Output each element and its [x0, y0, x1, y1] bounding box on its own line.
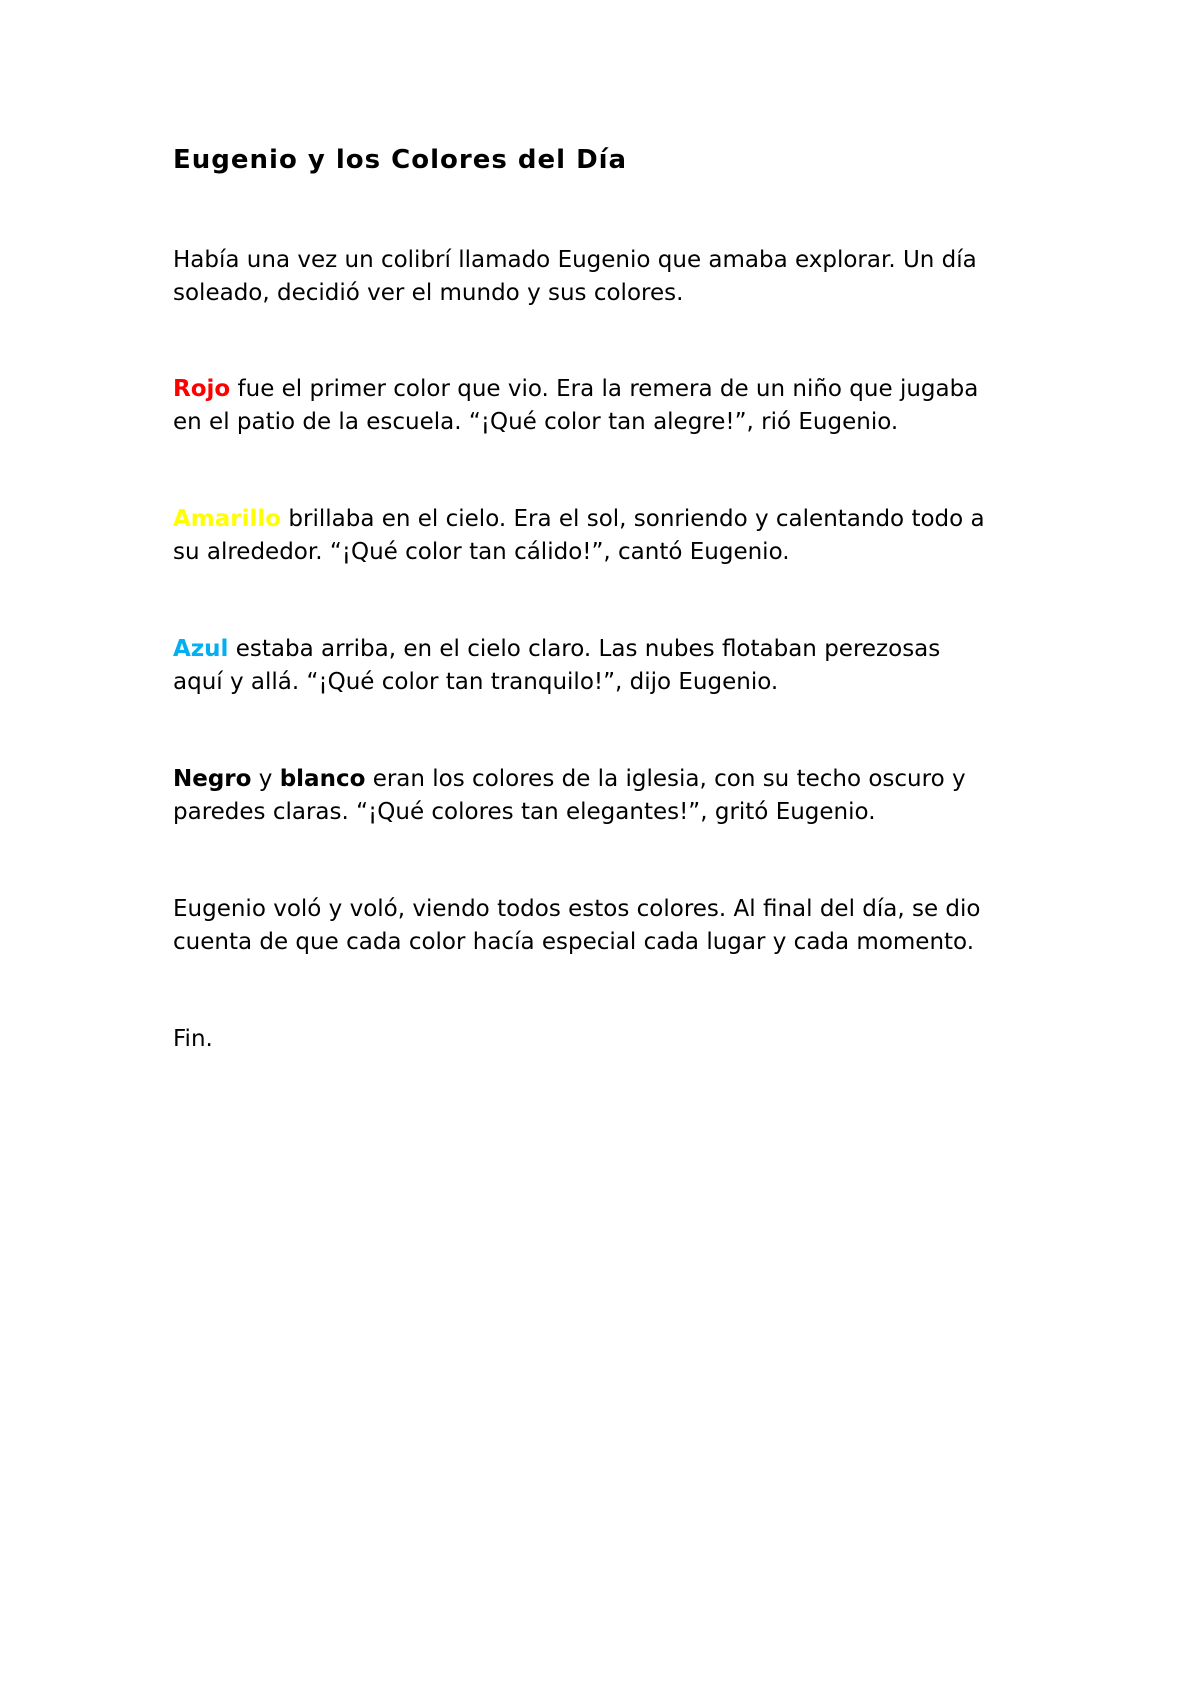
keyword-rojo: Rojo	[173, 376, 231, 402]
paragraph-intro	[173, 244, 1053, 309]
paragraph-line: Eugenio voló y voló, viendo todos estos colores. Al final del día, se dio	[173, 896, 981, 922]
paragraph-text: y	[251, 766, 280, 792]
story-title: Eugenio y los Colores del Día	[173, 145, 628, 175]
paragraph-line: Había una vez un colibrí llamado Eugenio que amaba explorar. Un día	[173, 247, 977, 273]
paragraph-line	[173, 633, 1053, 666]
keyword-blanco: blanco	[279, 766, 366, 792]
paragraph-line: en el patio de la escuela. “¡Qué color tan alegre!”, rió Eugenio.	[173, 408, 899, 435]
paragraph-text: eran los colores de la iglesia, con su techo oscuro y	[365, 766, 966, 792]
paragraph-azul	[173, 633, 1053, 698]
paragraph-line: paredes claras. “¡Qué colores tan elegantes!”, gritó Eugenio.	[173, 798, 876, 825]
paragraph-line: su alrededor. “¡Qué color tan cálido!”, cantó Eugenio.	[173, 538, 790, 565]
paragraph-rojo	[173, 373, 1053, 438]
paragraph-conclusion	[173, 893, 1053, 958]
paragraph-end	[173, 1023, 1053, 1056]
paragraph-text: estaba arriba, en el cielo claro. Las nubes flotaban perezosas	[228, 636, 941, 662]
keyword-negro: Negro	[173, 766, 252, 792]
paragraph-text: fue el primer color que vio. Era la remera de un niño que jugaba	[230, 376, 979, 402]
paragraph-line: Fin.	[173, 1026, 213, 1052]
paragraph-amarillo	[173, 503, 1053, 568]
paragraph-line	[173, 503, 1053, 536]
paragraph-line	[173, 763, 1053, 796]
paragraph-line	[173, 373, 1053, 406]
paragraph-negro-blanco	[173, 763, 1053, 828]
paragraph-text: brillaba en el cielo. Era el sol, sonriendo y calentando todo a	[281, 506, 985, 532]
paragraph-line: aquí y allá. “¡Qué color tan tranquilo!”, dijo Eugenio.	[173, 668, 779, 695]
keyword-amarillo: Amarillo	[173, 506, 282, 532]
paragraph-line: soleado, decidió ver el mundo y sus colores.	[173, 279, 684, 306]
keyword-azul: Azul	[173, 636, 229, 662]
paragraph-line: cuenta de que cada color hacía especial cada lugar y cada momento.	[173, 928, 975, 955]
